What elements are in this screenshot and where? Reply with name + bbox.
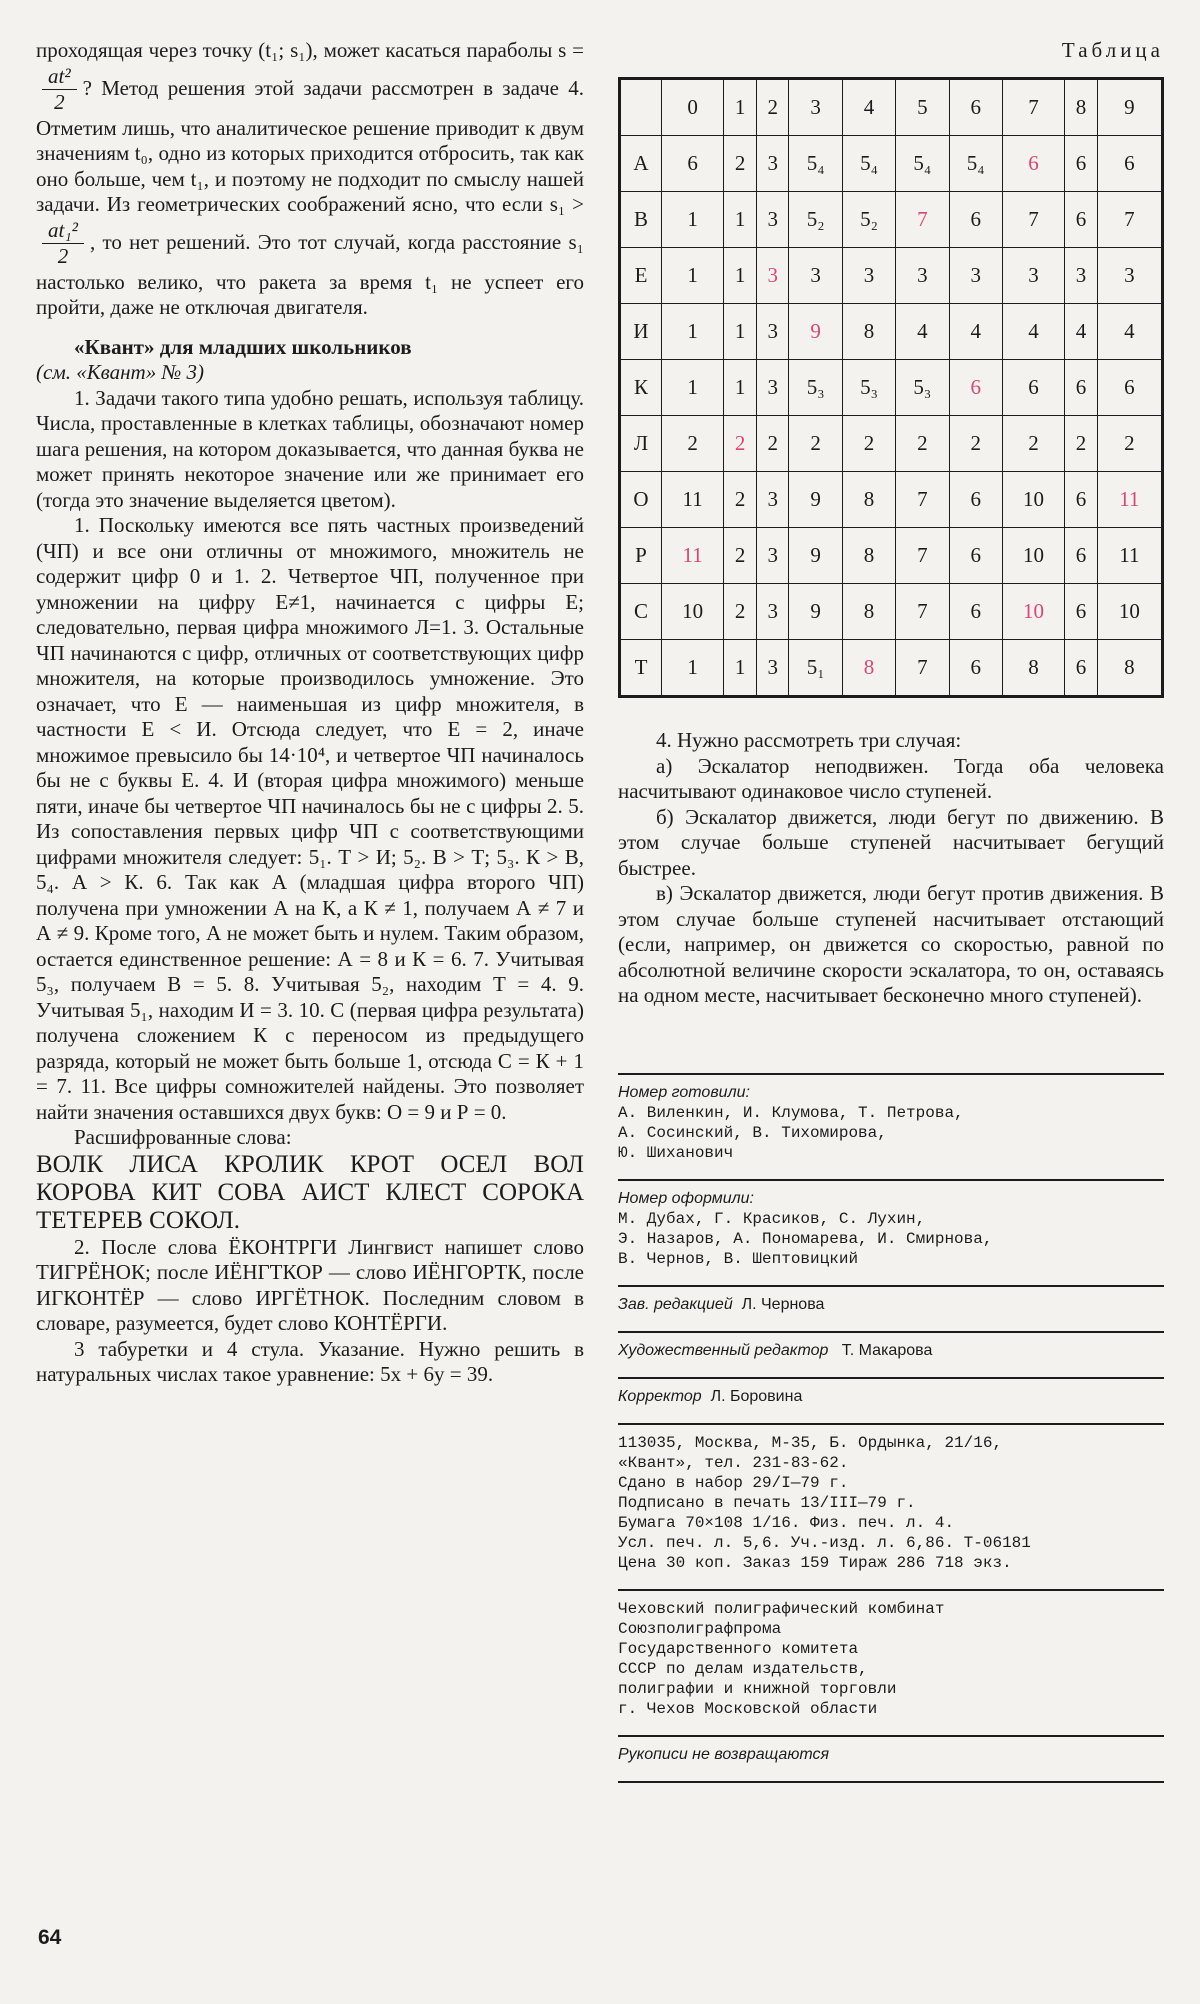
table-cell: 3 (756, 528, 789, 584)
table-cell: 10 (662, 584, 724, 640)
table-cell: 11 (662, 472, 724, 528)
table-cell: 3 (1097, 248, 1162, 304)
table-cell: 2 (789, 416, 842, 472)
table-cell: 4 (1065, 304, 1098, 360)
table-row (620, 472, 1163, 528)
table-cell: 5₃ (896, 360, 949, 416)
table-cell: 4 (1002, 304, 1064, 360)
table-cell: 3 (756, 640, 789, 697)
left-column (36, 38, 584, 1388)
table-cell: 6 (1065, 136, 1098, 192)
table-row (620, 640, 1163, 697)
table-cell: 5₄ (789, 136, 842, 192)
table-cell: 1 (724, 640, 757, 697)
table-row (620, 360, 1163, 416)
column-header: 8 (1065, 79, 1098, 136)
table-cell: 6 (1065, 584, 1098, 640)
table-cell: 3 (896, 248, 949, 304)
art-editor: Художественный редактор Т. Макарова (618, 1341, 933, 1359)
row-letter: А (620, 136, 662, 192)
table-cell: 6 (662, 136, 724, 192)
divider (618, 1589, 1164, 1591)
table-cell: 2 (1097, 416, 1162, 472)
task-4-case-b: б) Эскалатор движется, люди бегут по движению. В этом случае больше ступеней насчитывает бегущий быстрее. (618, 804, 1164, 880)
column-header: 5 (896, 79, 949, 136)
table-cell: 6 (949, 360, 1002, 416)
table-row (620, 584, 1163, 640)
table-cell: 1 (662, 360, 724, 416)
table-caption: Таблица (1061, 38, 1164, 62)
table-cell: 11 (1097, 472, 1162, 528)
table-cell: 10 (1002, 528, 1064, 584)
column-header: 9 (1097, 79, 1162, 136)
table-cell: 3 (756, 136, 789, 192)
table-cell: 5₄ (949, 136, 1002, 192)
column-header: 6 (949, 79, 1002, 136)
divider (618, 1735, 1164, 1737)
divider (618, 1073, 1164, 1075)
task-4 (618, 728, 1164, 1009)
table-cell: 7 (896, 584, 949, 640)
table-cell: 5₃ (789, 360, 842, 416)
table-cell: 10 (1097, 584, 1162, 640)
table-cell: 3 (756, 248, 789, 304)
table-cell: 6 (1097, 136, 1162, 192)
table-cell: 2 (724, 528, 757, 584)
table-cell: 6 (1065, 528, 1098, 584)
table-row (620, 416, 1163, 472)
table-cell: 7 (896, 472, 949, 528)
section-subheading: (см. «Квант» № 3) (36, 360, 205, 384)
divider (618, 1781, 1164, 1783)
table-cell: 1 (724, 248, 757, 304)
table-cell: 10 (1002, 584, 1064, 640)
row-letter: Т (620, 640, 662, 697)
fraction-at2: $\frac{\text{at²}}{2}$ (42, 64, 77, 116)
table-cell: 2 (1002, 416, 1064, 472)
table-row (620, 136, 1163, 192)
right-column (618, 38, 1164, 1791)
table-cell: 5₄ (896, 136, 949, 192)
table-header-row (620, 79, 1163, 136)
table-cell: 6 (949, 640, 1002, 697)
task-4-case-a: а) Эскалатор неподвижен. Тогда оба человека насчитывают одинаковое число ступеней. (618, 753, 1164, 803)
table-row (620, 304, 1163, 360)
table-cell: 6 (1002, 360, 1064, 416)
solution-table (618, 77, 1164, 698)
table-cell: 9 (789, 584, 842, 640)
divider (618, 1285, 1164, 1287)
footer-note: Рукописи не возвращаются (618, 1745, 830, 1763)
table-cell: 1 (724, 192, 757, 248)
table-cell: 10 (1002, 472, 1064, 528)
table-cell: 5₂ (842, 192, 895, 248)
table-row (620, 192, 1163, 248)
table-cell: 8 (842, 640, 895, 697)
table-cell: 3 (949, 248, 1002, 304)
row-letter: И (620, 304, 662, 360)
column-header: 4 (842, 79, 895, 136)
task-4-case-c: в) Эскалатор движется, люди бегут против движения. В этом случае больше ступеней насчитывает отстающий (если, например, он движется со скоростью, равной по абсолютной величине скорости эскалатора, то он, оставаясь на одном месте, насчитывает бесконечно много ступеней). (618, 881, 1164, 1007)
intro-paragraph: проходящая через точку (t₁; s₁), может касаться параболы s = $\frac{\text{at²}}{2}$ ? Метод решения этой задачи рассмотрен в задаче 4. Отметим лишь, что аналитическое решение приводит к двум значениям t₀, одно из которых приходится отбросить, так как оно больше, чем t₁, и поэтому не подходит по смыслу нашей задачи. Из геометрических соображений ясно, что если s₁ > $\frac{\text{at₁²}}{2}$ , то нет решений. Это тот случай, когда расстояние s₁ настолько велико, что ракета за время t₁ не успеет его пройти, даже не отключая двигателя. (36, 38, 584, 319)
column-header: 0 (662, 79, 724, 136)
table-cell: 8 (1097, 640, 1162, 697)
table-cell: 1 (662, 304, 724, 360)
table-cell: 7 (896, 640, 949, 697)
table-cell: 8 (842, 472, 895, 528)
decoded-words-label: Расшифрованные слова: (74, 1125, 292, 1149)
table-cell: 1 (662, 248, 724, 304)
row-letter: В (620, 192, 662, 248)
column-header: 7 (1002, 79, 1064, 136)
section-heading: «Квант» для младших школьников (74, 334, 412, 359)
row-letter: К (620, 360, 662, 416)
table-cell: 7 (896, 192, 949, 248)
table-cell: 3 (756, 192, 789, 248)
table-cell: 6 (949, 192, 1002, 248)
table-cell: 4 (1097, 304, 1162, 360)
table-cell: 1 (662, 192, 724, 248)
chief-editor: Зав. редакцией Л. Чернова (618, 1295, 825, 1313)
column-header: 3 (789, 79, 842, 136)
table-cell: 7 (896, 528, 949, 584)
table-cell: 9 (789, 528, 842, 584)
credits: Номер готовили: А. Виленкин, И. Клумова, Т. Петрова, А. Сосинский, В. Тихомирова, Ю. Шиханович Номер оформили: М. Дубах, Г. Красиков, С. Лухин, Э. Назаров, А. Пономарева, И. Смирнова, В. Чернов, В. Шептовицкий Зав. редакцией Л. Чернова Художественный редактор Т. Макарова Корректор Л. Боровина 113035, Москва, М-35, Б. Ордынка, 21/16, «Квант», тел. 231-83-62. Сдано в набор 29/I—79 г. Подписано в печать 13/III—79 г. Бумага 70×108 1/16. Физ. печ. л. 4. Усл. печ. л. 5,6. Уч.-изд. л. 6,86. Т-06181 Цена 30 коп. Заказ 159 Тираж 286 718 экз. Чеховский полиграфический комбинат Союзполиграфпрома Государственного комитета СССР по делам издательств, полиграфии и книжной торговли г. Чехов Московской области Рукописи не возвращаются (618, 1073, 1164, 1783)
task-4-intro: 4. Нужно рассмотреть три случая: (656, 728, 962, 752)
table-corner (620, 79, 662, 136)
table-cell: 9 (789, 472, 842, 528)
table-cell: 2 (756, 416, 789, 472)
divider (618, 1179, 1164, 1181)
table-cell: 1 (724, 360, 757, 416)
paragraph-solution: 1. Поскольку имеются все пять частных произведений (ЧП) и все они отличны от множимого, множитель не содержит цифр 0 и 1. 2. Четвертое ЧП, полученное при умножении на цифру Е≠1, начинается с цифры Е; следовательно, первая цифра множимого Л=1. 3. Остальные ЧП начинаются с цифр, отличных от соответствующих цифр множителя, на которые производилось умножение. Это означает, что Е — наименьшая из цифр множителя, в частности Е < И. Отсюда следует, что Е = 2, иначе множимое превысило бы 14·10⁴, и четвертое ЧП начиналось бы не с буквы Е. 4. И (вторая цифра множимого) меньше пяти, иначе бы четвертое ЧП начиналось бы не с цифры 2. 5. Из сопоставления первых цифр ЧП с соответствующими цифрами множителя следует: 5₁. Т > И; 5₂. В > Т; 5₃. К > В, 5₄. А > К. 6. Так как А (младшая цифра второго ЧП) получена при умножении А на К, а К ≠ 1, получаем А ≠ 7 и А ≠ 9. Кроме того, А не может быть и нулем. Таким образом, остается единственное решение: А = 8 и К = 6. 7. Учитывая 5₃, получаем В = 5. 8. Учитывая 5₂, находим Т = 4. 9. Учитывая 5₁, находим И = 3. 10. С (первая цифра результата) получена сложением К с переносом из предыдущего разряда, который не может быть больше 1, отсюда С = К + 1 = 7. 11. Все цифры сомножителей найдены. Это позволяет найти значения оставшихся двух букв: О = 9 и Р = 0. (36, 513, 584, 1124)
row-letter: Р (620, 528, 662, 584)
page-number: 64 (38, 1926, 62, 1949)
table-cell: 7 (1002, 192, 1064, 248)
table-cell: 3 (756, 472, 789, 528)
table-cell: 2 (842, 416, 895, 472)
table-cell: 11 (1097, 528, 1162, 584)
column-header: 1 (724, 79, 757, 136)
table-cell: 3 (756, 584, 789, 640)
table-cell: 1 (724, 304, 757, 360)
table-cell: 6 (1065, 360, 1098, 416)
row-letter: С (620, 584, 662, 640)
table-cell: 7 (1097, 192, 1162, 248)
table-cell: 3 (1065, 248, 1098, 304)
divider (618, 1331, 1164, 1333)
decoded-words: ВОЛК ЛИСА КРОЛИК КРОТ ОСЕЛ ВОЛ КОРОВА КИТ СОВА АИСТ КЛЕСТ СОРОКА ТЕТЕРЕВ СОКОЛ. (36, 1150, 584, 1234)
table-cell: 5₁ (789, 640, 842, 697)
table-cell: 2 (724, 584, 757, 640)
paragraph-1: 1. Задачи такого типа удобно решать, используя таблицу. Числа, проставленные в клетках таблицы, обозначают номер шага решения, на котором доказывается, что данная буква не может принять некоторое значение или же принимает его (тогда это значение выделяется цветом). (36, 385, 584, 512)
table-cell: 2 (724, 136, 757, 192)
table-row (620, 248, 1163, 304)
table-cell: 11 (662, 528, 724, 584)
table-cell: 5₃ (842, 360, 895, 416)
table-cell: 6 (1097, 360, 1162, 416)
table-cell: 6 (949, 584, 1002, 640)
table-cell: 2 (896, 416, 949, 472)
table-cell: 6 (1065, 192, 1098, 248)
table-cell: 4 (949, 304, 1002, 360)
table-cell: 3 (756, 360, 789, 416)
table-cell: 2 (1065, 416, 1098, 472)
table-cell: 3 (842, 248, 895, 304)
table-cell: 2 (724, 416, 757, 472)
table-cell: 5₄ (842, 136, 895, 192)
table-cell: 3 (756, 304, 789, 360)
divider (618, 1377, 1164, 1379)
paragraph-3: 3 табуретки и 4 стула. Указание. Нужно решить в натуральных числах такое уравнение: 5x + 6y = 39. (36, 1336, 584, 1386)
table-cell: 8 (842, 528, 895, 584)
table-cell: 8 (1002, 640, 1064, 697)
table-cell: 5₂ (789, 192, 842, 248)
table-row (620, 528, 1163, 584)
column-header: 2 (756, 79, 789, 136)
table-cell: 1 (662, 640, 724, 697)
table-cell: 6 (949, 528, 1002, 584)
table-cell: 6 (1065, 640, 1098, 697)
table-cell: 4 (896, 304, 949, 360)
fraction-at1-2: $\frac{\text{at₁²}}{2}$ (42, 218, 84, 270)
table-cell: 6 (1065, 472, 1098, 528)
table-cell: 2 (724, 472, 757, 528)
table-cell: 6 (1002, 136, 1064, 192)
table-cell: 9 (789, 304, 842, 360)
table-cell: 6 (949, 472, 1002, 528)
table-cell: 2 (949, 416, 1002, 472)
row-letter: О (620, 472, 662, 528)
table-cell: 8 (842, 304, 895, 360)
table-cell: 2 (662, 416, 724, 472)
table-cell: 8 (842, 584, 895, 640)
corrector: Корректор Л. Боровина (618, 1387, 803, 1405)
table-cell: 3 (1002, 248, 1064, 304)
row-letter: Е (620, 248, 662, 304)
table-cell: 3 (789, 248, 842, 304)
divider (618, 1423, 1164, 1425)
row-letter: Л (620, 416, 662, 472)
paragraph-2: 2. После слова ЁКОНТРГИ Лингвист напишет слово ТИГРЁНОК; после ИЁНГТКОР — слово ИЁНГОРТК, после ИГКОНТЁР — слово ИРГЁТНОК. Последним словом в словаре, разумеется, будет слово КОНТЁРГИ. (36, 1234, 584, 1335)
